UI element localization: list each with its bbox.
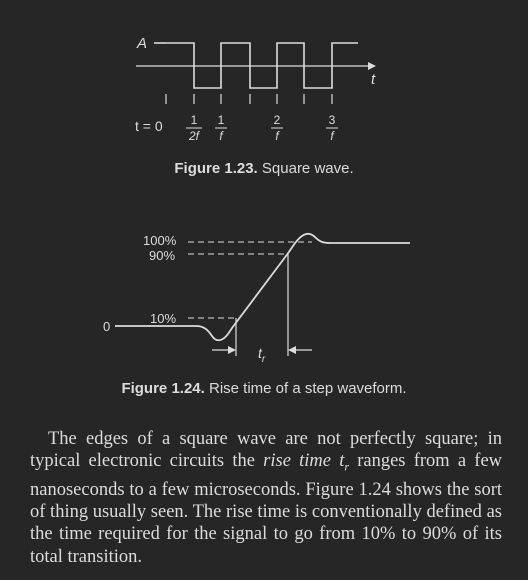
tick-label-two-periods: [271, 113, 283, 143]
svg-text:1: 1: [190, 113, 198, 127]
level-0-label: 0: [103, 319, 111, 334]
level-90-label: 90%: [149, 248, 176, 263]
caption-text: Square wave.: [261, 160, 354, 177]
rise-time-symbol: $t_r$: [339, 451, 349, 475]
level-10-label: 10%: [150, 311, 177, 326]
figure-1-24-caption: [0, 380, 528, 397]
t0-label: t = 0: [135, 118, 163, 134]
caption-number: Figure 1.24.: [121, 380, 205, 397]
svg-text:f: f: [330, 129, 334, 143]
tick-label-three-periods: [326, 113, 338, 143]
time-axis-label: t: [371, 71, 376, 88]
figure-1-23-caption: [0, 160, 528, 177]
svg-text:1: 1: [217, 113, 225, 127]
tick-label-half-period: [186, 113, 202, 143]
svg-text:3: 3: [328, 113, 336, 127]
caption-number: Figure 1.23.: [174, 160, 258, 177]
svg-text:2: 2: [273, 113, 281, 127]
level-100-label: 100%: [143, 233, 177, 248]
svg-text:f: f: [275, 129, 279, 143]
tick-label-one-period: [215, 113, 227, 143]
svg-text:f: f: [219, 129, 223, 143]
rise-time-term: rise time: [263, 451, 331, 472]
rise-time-label: $t_r$: [258, 345, 266, 365]
svg-text:2f: 2f: [188, 129, 200, 143]
body-paragraph: The edges of a square wave are not perfectly square; in typical electronic circuits the rise time $t_r$ ranges from a few nanoseconds to a few microseconds. Figure 1.24 shows the sort of thing usually seen. The rise time is conventionally defined as the time required for the signal to go from 10% to 90% of its total transition.: [30, 429, 503, 567]
time-axis-arrow: [368, 62, 376, 70]
rise-arrow-left-head: [228, 346, 236, 354]
rise-arrow-right-head: [288, 346, 296, 354]
time-ticks: [166, 94, 332, 104]
caption-text: Rise time of a step waveform.: [208, 380, 407, 397]
rise-time-figure: [0, 200, 528, 380]
amplitude-label: A: [137, 35, 148, 52]
